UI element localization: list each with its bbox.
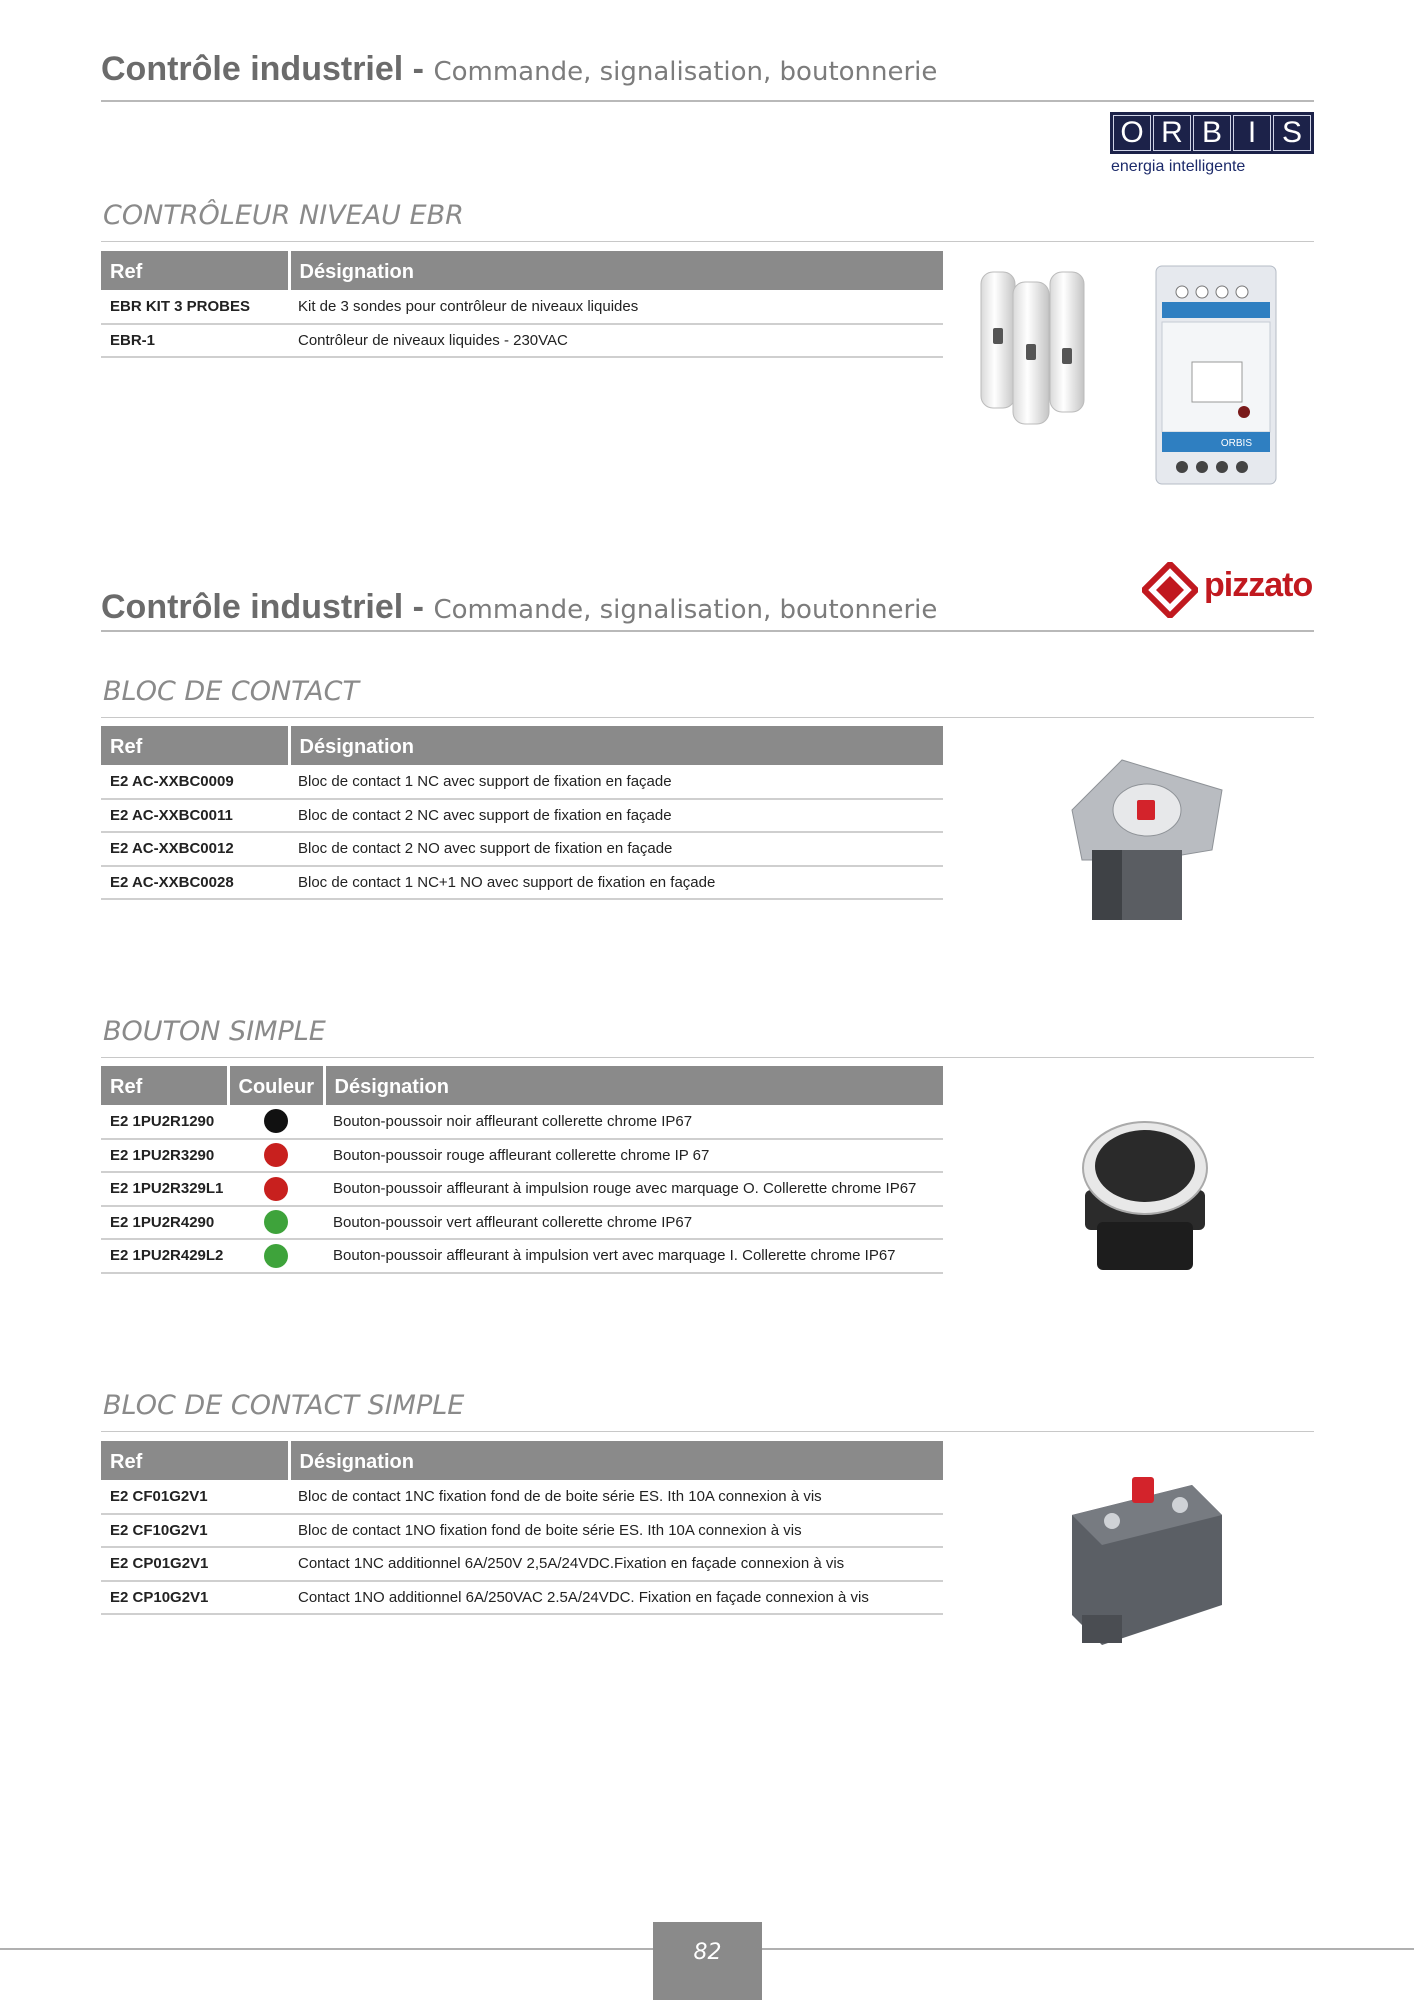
designation-cell: Bloc de contact 1 NC avec support de fixation en façade (289, 765, 943, 799)
push-button-image (1075, 1110, 1215, 1280)
bouton-simple-table (101, 1066, 943, 1274)
color-swatch (264, 1210, 288, 1234)
pizzato-wordmark: pizzato (1204, 566, 1313, 604)
table-header-row (101, 251, 943, 290)
section-title-bloc-simple: BLOC DE CONTACT SIMPLE (101, 1390, 1314, 1432)
section-title-bloc-contact: BLOC DE CONTACT (101, 676, 1314, 718)
table-row (101, 1480, 943, 1514)
designation-cell: Bouton-poussoir affleurant à impulsion rouge avec marquage O. Collerette chrome IP67 (324, 1172, 943, 1206)
ref-cell: E2 1PU2R1290 (101, 1105, 228, 1139)
column-header-ref: Ref (101, 251, 289, 290)
ref-cell: E2 AC-XXBC0009 (101, 765, 289, 799)
section-title-ebr: CONTRÔLEUR NIVEAU EBR (101, 200, 1314, 242)
table-row (101, 1514, 943, 1548)
header-title: Contrôle industriel - (101, 50, 434, 88)
ref-cell: E2 CP01G2V1 (101, 1547, 289, 1581)
header-subtitle: Commande, signalisation, boutonnerie (433, 57, 938, 87)
contact-block-simple-image (1062, 1455, 1232, 1655)
ref-cell: EBR-1 (101, 324, 289, 358)
orbis-letter: R (1153, 115, 1191, 151)
table-row (101, 832, 943, 866)
designation-cell: Bloc de contact 2 NC avec support de fixation en façade (289, 799, 943, 833)
color-cell (228, 1206, 324, 1240)
color-cell (228, 1239, 324, 1273)
color-cell (228, 1139, 324, 1173)
table-header-row (101, 726, 943, 765)
page-number: 82 (653, 1922, 762, 2000)
designation-cell: Bloc de contact 1 NC+1 NO avec support de fixation en façade (289, 866, 943, 900)
column-header-designation: Désignation (289, 726, 943, 765)
bloc-contact-table (101, 726, 943, 900)
table-row (101, 290, 943, 324)
table-row (101, 799, 943, 833)
ref-cell: E2 AC-XXBC0028 (101, 866, 289, 900)
table-row (101, 1581, 943, 1615)
ref-cell: E2 1PU2R329L1 (101, 1172, 228, 1206)
ref-cell: E2 CF10G2V1 (101, 1514, 289, 1548)
designation-cell: Contact 1NC additionnel 6A/250V 2,5A/24VDC.Fixation en façade connexion à vis (289, 1547, 943, 1581)
designation-cell: Contrôleur de niveaux liquides - 230VAC (289, 324, 943, 358)
table-row (101, 1105, 943, 1139)
designation-cell: Bloc de contact 2 NO avec support de fixation en façade (289, 832, 943, 866)
column-header-couleur: Couleur (228, 1066, 324, 1105)
page-header-2 (101, 588, 1314, 632)
table-row (101, 866, 943, 900)
designation-cell: Bouton-poussoir noir affleurant collerette chrome IP67 (324, 1105, 943, 1139)
table-header-row (101, 1441, 943, 1480)
orbis-tagline: energia intelligente (1111, 158, 1246, 175)
ref-cell: E2 CP10G2V1 (101, 1581, 289, 1615)
ebr-table (101, 251, 943, 358)
orbis-letter: I (1233, 115, 1271, 151)
ebr-device-brand: ORBIS (1220, 438, 1252, 449)
ref-cell: EBR KIT 3 PROBES (101, 290, 289, 324)
orbis-letter: S (1273, 115, 1311, 151)
color-swatch (264, 1143, 288, 1167)
table-row (101, 1172, 943, 1206)
column-header-designation: Désignation (324, 1066, 943, 1105)
ref-cell: E2 1PU2R429L2 (101, 1239, 228, 1273)
designation-cell: Bloc de contact 1NC fixation fond de de boite série ES. Ith 10A connexion à vis (289, 1480, 943, 1514)
contact-block-with-support-image (1062, 750, 1232, 925)
ref-cell: E2 AC-XXBC0011 (101, 799, 289, 833)
color-swatch (264, 1177, 288, 1201)
orbis-letter: O (1113, 115, 1151, 151)
ebr-controller-image (1152, 262, 1280, 488)
column-header-designation: Désignation (289, 251, 943, 290)
color-swatch (264, 1244, 288, 1268)
bloc-simple-table (101, 1441, 943, 1615)
header-subtitle: Commande, signalisation, boutonnerie (433, 595, 938, 625)
table-row (101, 1206, 943, 1240)
ref-cell: E2 1PU2R3290 (101, 1139, 228, 1173)
designation-cell: Bouton-poussoir affleurant à impulsion vert avec marquage I. Collerette chrome IP67 (324, 1239, 943, 1273)
table-row (101, 765, 943, 799)
header-title: Contrôle industriel - (101, 588, 434, 626)
table-row (101, 324, 943, 358)
designation-cell: Contact 1NO additionnel 6A/250VAC 2.5A/24VDC. Fixation en façade connexion à vis (289, 1581, 943, 1615)
page-header-1 (101, 50, 1314, 102)
table-row (101, 1239, 943, 1273)
color-cell (228, 1172, 324, 1206)
column-header-designation: Désignation (289, 1441, 943, 1480)
column-header-ref: Ref (101, 1441, 289, 1480)
designation-cell: Bouton-poussoir rouge affleurant collerette chrome IP 67 (324, 1139, 943, 1173)
designation-cell: Bloc de contact 1NO fixation fond de boite série ES. Ith 10A connexion à vis (289, 1514, 943, 1548)
ebr-probes-image (975, 268, 1095, 428)
designation-cell: Kit de 3 sondes pour contrôleur de niveaux liquides (289, 290, 943, 324)
column-header-ref: Ref (101, 726, 289, 765)
column-header-ref: Ref (101, 1066, 228, 1105)
table-header-row (101, 1066, 943, 1105)
ref-cell: E2 1PU2R4290 (101, 1206, 228, 1240)
designation-cell: Bouton-poussoir vert affleurant collerette chrome IP67 (324, 1206, 943, 1240)
ref-cell: E2 AC-XXBC0012 (101, 832, 289, 866)
table-row (101, 1547, 943, 1581)
section-title-bouton-simple: BOUTON SIMPLE (101, 1016, 1314, 1058)
table-row (101, 1139, 943, 1173)
color-swatch (264, 1109, 288, 1133)
ref-cell: E2 CF01G2V1 (101, 1480, 289, 1514)
orbis-logo (1110, 112, 1314, 182)
color-cell (228, 1105, 324, 1139)
orbis-letter: B (1193, 115, 1231, 151)
